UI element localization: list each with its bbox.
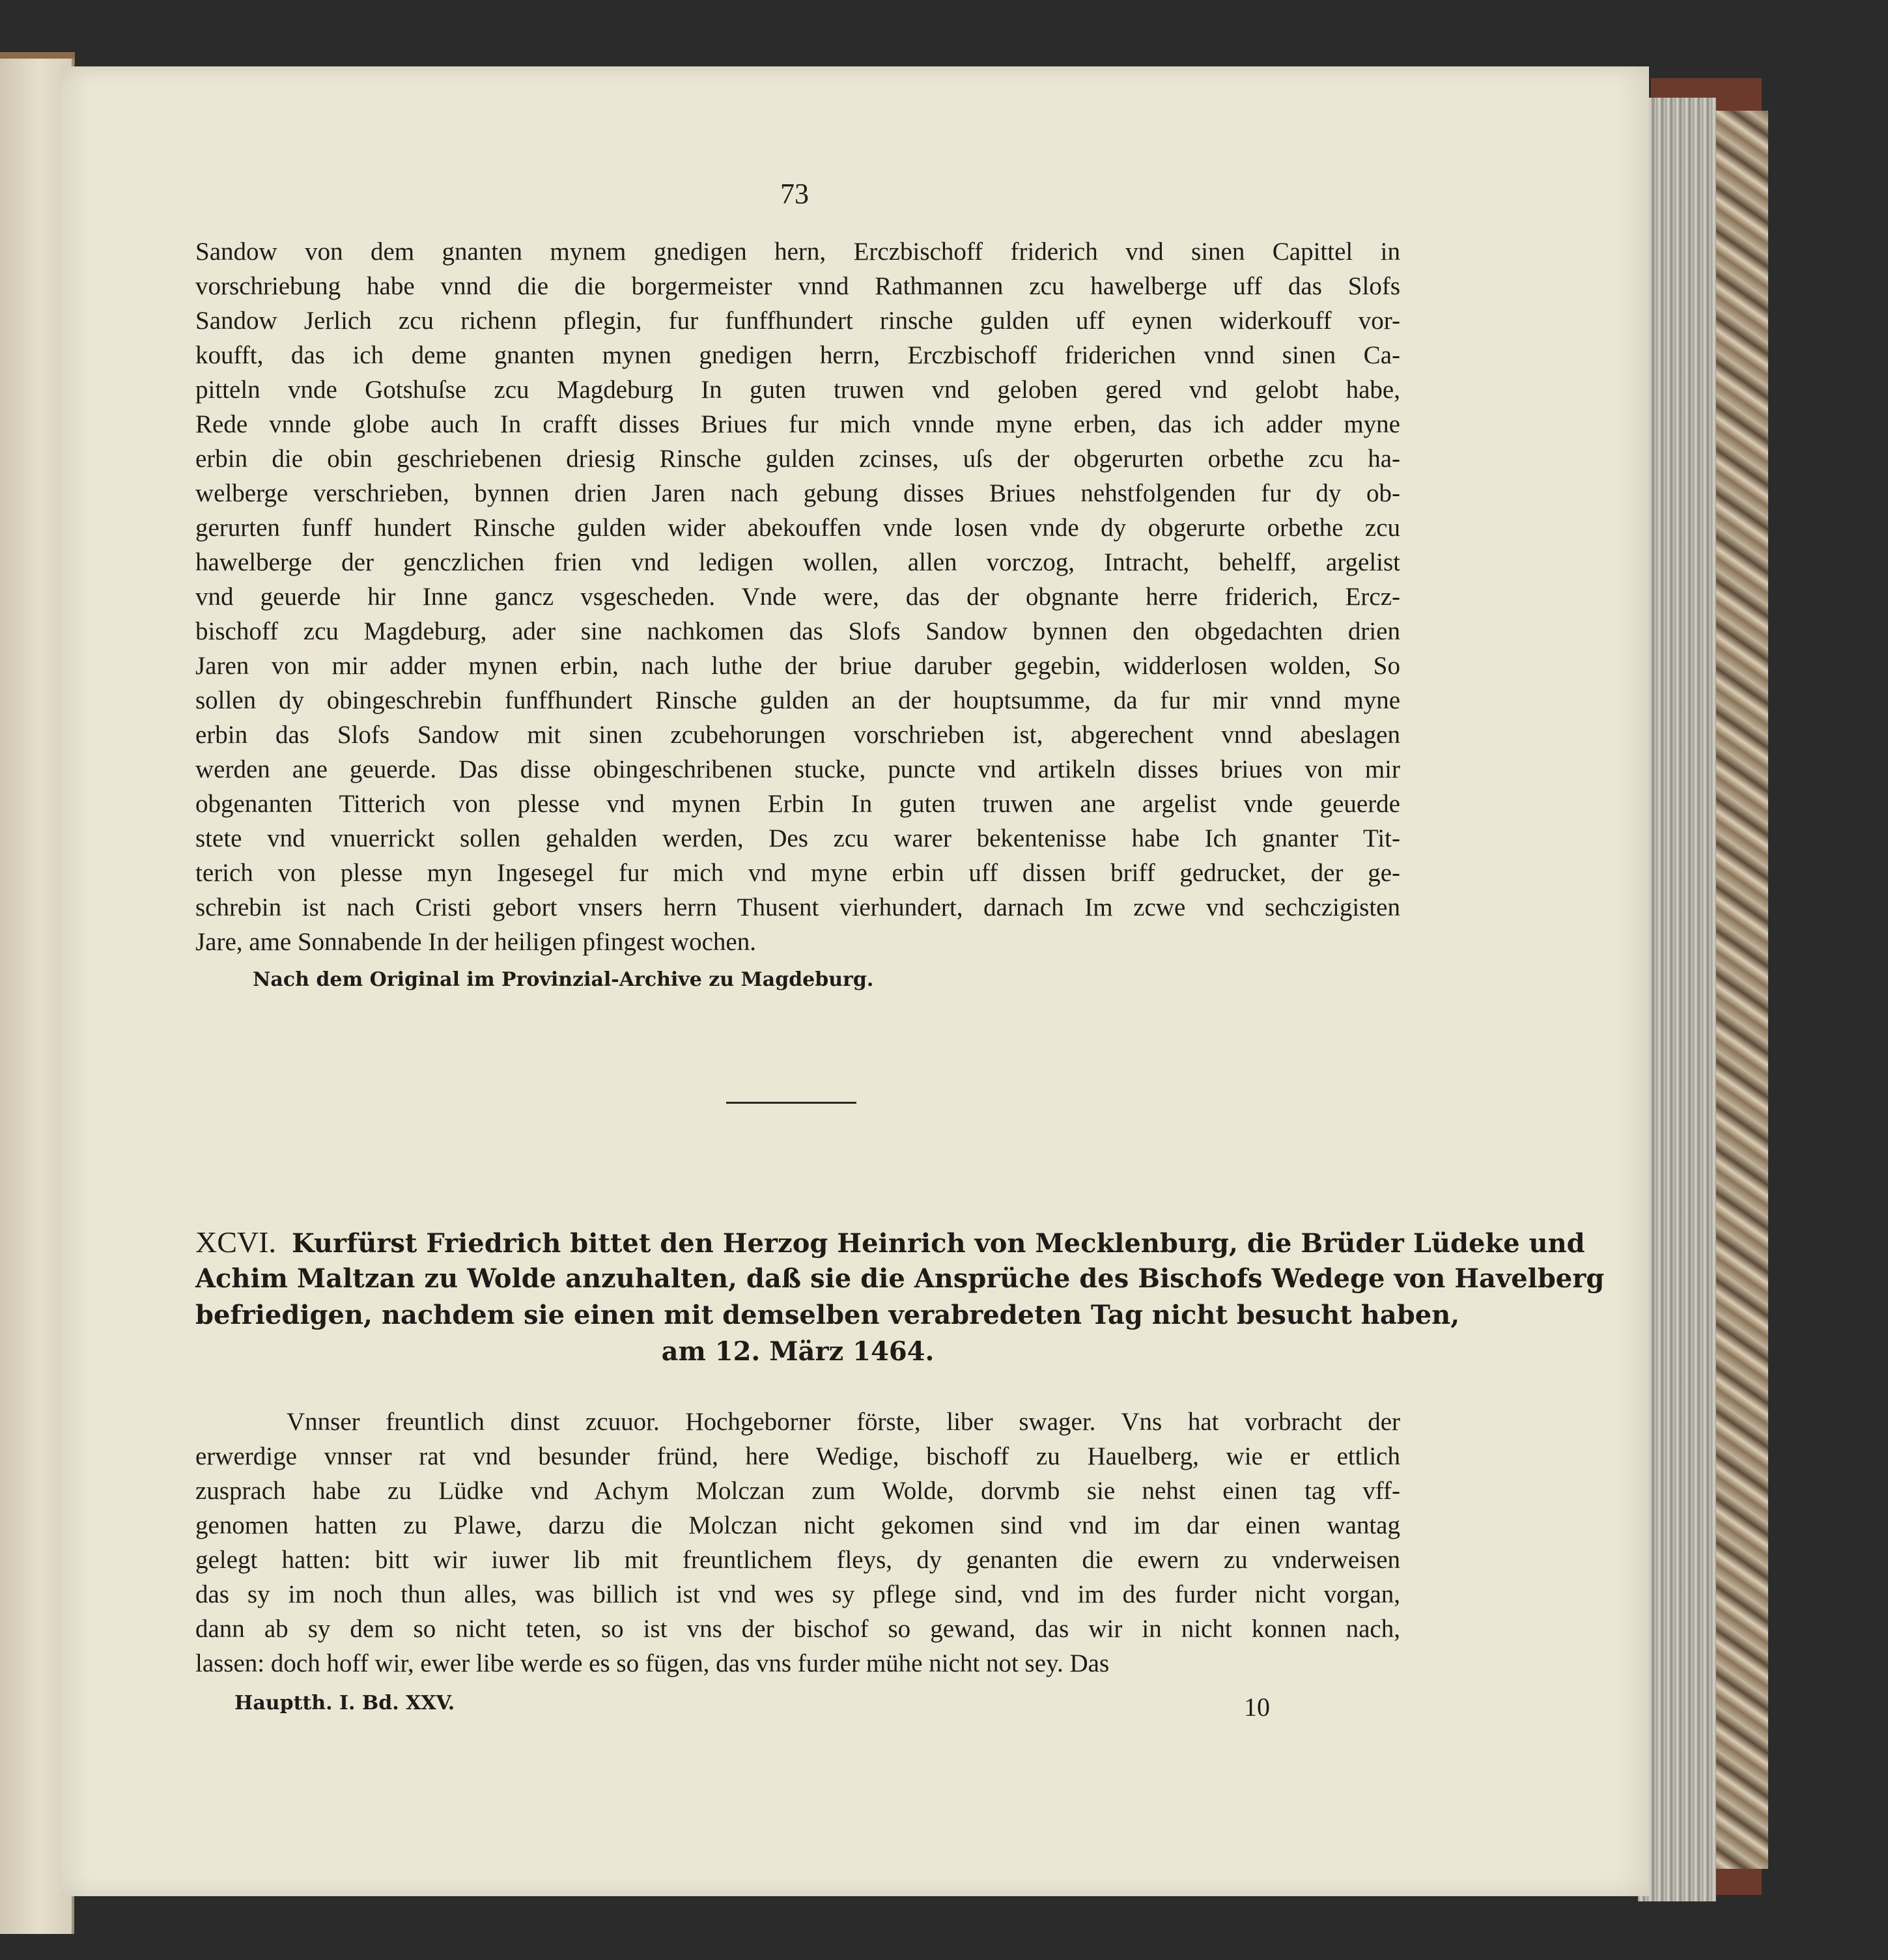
text-line: sollen dy obingeschrebin funffhundert Rinsche gulden an der houptsumme, da fur mir vnnd myne [195,686,1400,714]
text-line: stete vnd vnuerrickt sollen gehalden werden, Des zcu warer bekentenisse habe Ich gnanter Tit- [195,824,1400,852]
text-line: lassen: doch hoff wir, ewer libe werde es so fügen, das vns furder mühe nicht not sey. Das [195,1649,1110,1677]
document-body-text [195,234,1400,959]
text-line: vnd geuerde hir Inne gancz vsgescheden. Vnde were, das der obgnante herre friderich, Ercz- [195,583,1400,611]
text-line: hawelberge der genczlichen frien vnd ledigen wollen, allen vorczog, Intracht, behelff, argelist [195,548,1400,576]
page-footer [234,1692,1270,1722]
text-line: gerurten funff hundert Rinsche gulden wider abekouffen vnde losen vnde dy obgerurte orbethe zcu [195,514,1400,542]
text-line: koufft, das ich deme gnanten mynen gnedigen herrn, Erczbischoff friderichen vnnd sinen Ca- [195,341,1400,369]
page-number: 73 [780,178,809,210]
text-line: erwerdige vnnser rat vnd besunder fründ, here Wedige, bischoff zu Hauelberg, wie er ettlich [195,1442,1400,1470]
document-heading [195,1224,1605,1370]
text-line: werden ane geuerde. Das disse obingeschribenen stucke, puncte vnd artikeln disses briues von mir [195,755,1400,783]
source-note: Nach dem Original im Provinzial-Archive zu Magdeburg. [253,968,874,991]
heading-line-1 [195,1224,1585,1261]
text-line: das sy im noch thun alles, was billich ist vnd wes sy pflege sind, vnd im des furder nicht vorgan, [195,1580,1400,1608]
text-line: bischoff zcu Magdeburg, ader sine nachkomen das Slofs Sandow bynnen den obgedachten drien [195,617,1400,645]
text-line: pitteln vnde Gotshuſse zcu Magdeburg In guten truwen vnd geloben gered vnd gelobt habe, [195,376,1400,404]
heading-line-3: befriedigen, nachdem sie einen mit demselben verabredeten Tag nicht besucht haben, [195,1300,1460,1330]
text-line: vorschriebung habe vnnd die die borgermeister vnnd Rathmannen zcu hawelberge uff das Slofs [195,272,1400,300]
text-line: erbin die obin geschriebenen driesig Rinsche gulden zcinses, uſs der obgerurten orbethe zcu ha- [195,445,1400,473]
text-line: erbin das Slofs Sandow mit sinen zcubehorungen vorschrieben ist, abgerechent vnnd abeslagen [195,721,1400,749]
section-divider [726,1102,856,1104]
text-line: welberge verschrieben, bynnen drien Jaren nach gebung disses Briues nehstfolgenden fur dy ob- [195,479,1400,507]
text-line: gelegt hatten: bitt wir iuwer lib mit freuntlichem fleys, dy genanten die ewern zu vnderweisen [195,1546,1400,1574]
volume-signature: Hauptth. I. Bd. XXV. [234,1692,455,1715]
text-line: Vnnser freuntlich dinst zcuuor. Hochgeborner förste, liber swager. Vns hat vorbracht der [287,1408,1400,1436]
heading-text-1: Kurfürst Friedrich bittet den Herzog Heinrich von Mecklenburg, die Brüder Lüdeke und [291,1228,1585,1259]
page-edges [1638,98,1716,1901]
text-line: Rede vnnde globe auch In crafft disses Briues fur mich vnnde myne erben, das ich adder myne [195,410,1400,438]
text-line: Sandow von dem gnanten mynem gnedigen hern, Erczbischoff friderich vnd sinen Capittel in [195,238,1400,266]
text-line: Jare, ame Sonnabende In der heiligen pfingest wochen. [195,928,756,956]
heading-date: am 12. März 1464. [661,1336,935,1367]
text-line: schrebin ist nach Cristi gebort vnsers herrn Thusent vierhundert, darnach Im zcwe vnd sechczigisten [195,893,1400,921]
text-line: Sandow Jerlich zcu richenn pflegin, fur funffhundert rinsche gulden uff eynen widerkouff vor- [195,307,1400,335]
text-line: zusprach habe zu Lüdke vnd Achym Molczan zum Wolde, dorvmb sie nehst einen tag vff- [195,1477,1400,1505]
document-numeral: XCVI. [195,1225,276,1259]
letter-body-text [195,1405,1400,1681]
text-line: Jaren von mir adder mynen erbin, nach luthe der briue daruber gegebin, widderlosen wolden, So [195,652,1400,680]
text-line: obgenanten Titterich von plesse vnd mynen Erbin In guten truwen ane argelist vnde geuerde [195,790,1400,818]
text-line: terich von plesse myn Ingesegel fur mich vnd myne erbin uff dissen briff gedrucket, der ge- [195,859,1400,887]
heading-line-2: Achim Maltzan zu Wolde anzuhalten, daß sie die Ansprüche des Bischofs Wedege von Havelberg [195,1263,1605,1294]
sheet-number: 10 [1244,1692,1270,1722]
text-line: dann ab sy dem so nicht teten, so ist vns der bischof so gewand, das wir in nicht konnen nach, [195,1615,1400,1643]
text-line: genomen hatten zu Plawe, darzu die Molczan nicht gekomen sind vnd im dar einen wantag [195,1511,1400,1539]
